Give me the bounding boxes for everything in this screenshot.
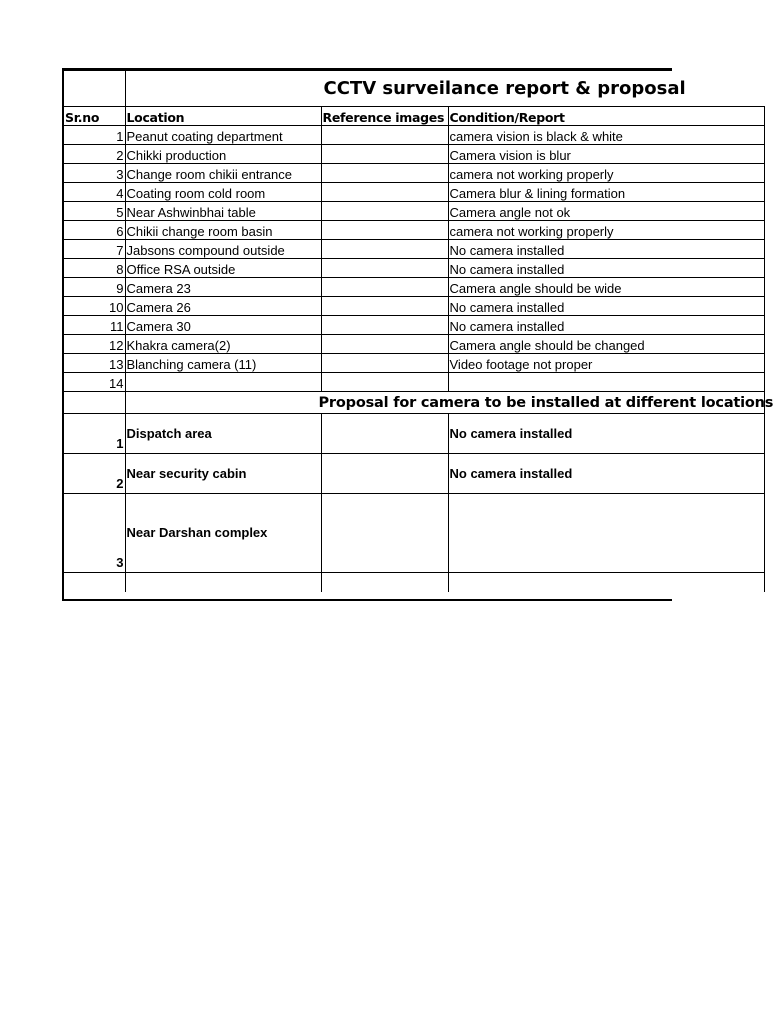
row-condition: No camera installed bbox=[448, 316, 764, 335]
proposal-sr-no: 1 bbox=[64, 414, 125, 454]
row-location: Near Ashwinbhai table bbox=[125, 202, 321, 221]
table-row bbox=[64, 373, 764, 392]
proposal-row bbox=[64, 454, 764, 494]
row-reference-image bbox=[321, 202, 448, 221]
table-row bbox=[64, 126, 764, 145]
empty-cell bbox=[448, 573, 764, 593]
row-reference-image bbox=[321, 297, 448, 316]
row-sr-no: 9 bbox=[64, 278, 125, 297]
proposal-row bbox=[64, 494, 764, 573]
proposal-sr-no: 3 bbox=[64, 494, 125, 573]
proposal-reference-image bbox=[321, 494, 448, 573]
row-reference-image bbox=[321, 183, 448, 202]
proposal-condition bbox=[448, 494, 764, 573]
row-sr-no: 2 bbox=[64, 145, 125, 164]
row-sr-no: 10 bbox=[64, 297, 125, 316]
row-location: Blanching camera (11) bbox=[125, 354, 321, 373]
row-reference-image bbox=[321, 373, 448, 392]
row-location: Change room chikii entrance bbox=[125, 164, 321, 183]
row-condition: Video footage not proper bbox=[448, 354, 764, 373]
row-sr-no: 6 bbox=[64, 221, 125, 240]
row-sr-no: 1 bbox=[64, 126, 125, 145]
row-location: Camera 30 bbox=[125, 316, 321, 335]
row-location bbox=[125, 373, 321, 392]
row-sr-no: 4 bbox=[64, 183, 125, 202]
row-reference-image bbox=[321, 145, 448, 164]
row-sr-no: 5 bbox=[64, 202, 125, 221]
row-condition: No camera installed bbox=[448, 259, 764, 278]
row-location: Camera 23 bbox=[125, 278, 321, 297]
proposal-title-row bbox=[64, 392, 764, 414]
row-sr-no: 3 bbox=[64, 164, 125, 183]
row-location: Coating room cold room bbox=[125, 183, 321, 202]
empty-cell bbox=[321, 573, 448, 593]
row-location: Chikii change room basin bbox=[125, 221, 321, 240]
proposal-row bbox=[64, 414, 764, 454]
row-location: Jabsons compound outside bbox=[125, 240, 321, 259]
report-title: CCTV surveilance report & proposal bbox=[125, 71, 764, 107]
table-row bbox=[64, 316, 764, 335]
proposal-title-spacer bbox=[64, 392, 125, 414]
proposal-condition: No camera installed bbox=[448, 414, 764, 454]
row-condition: Camera blur & lining formation bbox=[448, 183, 764, 202]
row-reference-image bbox=[321, 221, 448, 240]
row-location: Peanut coating department bbox=[125, 126, 321, 145]
table-row bbox=[64, 259, 764, 278]
row-reference-image bbox=[321, 278, 448, 297]
row-reference-image bbox=[321, 126, 448, 145]
row-location: Khakra camera(2) bbox=[125, 335, 321, 354]
empty-cell bbox=[125, 573, 321, 593]
proposal-sr-no: 2 bbox=[64, 454, 125, 494]
table-row bbox=[64, 164, 764, 183]
header-reference-images: Reference images bbox=[321, 107, 448, 126]
row-condition: Camera angle not ok bbox=[448, 202, 764, 221]
row-reference-image bbox=[321, 354, 448, 373]
table-row bbox=[64, 202, 764, 221]
table-row bbox=[64, 145, 764, 164]
proposal-title: Proposal for camera to be installed at different locations bbox=[125, 392, 764, 414]
row-reference-image bbox=[321, 164, 448, 183]
title-row bbox=[64, 71, 764, 107]
row-reference-image bbox=[321, 259, 448, 278]
report-sheet bbox=[62, 68, 773, 601]
row-condition: Camera angle should be wide bbox=[448, 278, 764, 297]
table-row bbox=[64, 278, 764, 297]
row-sr-no: 11 bbox=[64, 316, 125, 335]
header-location: Location bbox=[125, 107, 321, 126]
proposal-location: Near Darshan complex bbox=[125, 494, 321, 573]
table-row bbox=[64, 240, 764, 259]
proposal-location: Dispatch area bbox=[125, 414, 321, 454]
header-sr-no: Sr.no bbox=[64, 107, 125, 126]
row-location: Office RSA outside bbox=[125, 259, 321, 278]
row-condition: No camera installed bbox=[448, 240, 764, 259]
row-location: Chikki production bbox=[125, 145, 321, 164]
empty-cell bbox=[64, 573, 125, 593]
table-row bbox=[64, 297, 764, 316]
proposal-condition: No camera installed bbox=[448, 454, 764, 494]
row-sr-no: 7 bbox=[64, 240, 125, 259]
row-sr-no: 12 bbox=[64, 335, 125, 354]
row-condition: Camera angle should be changed bbox=[448, 335, 764, 354]
row-location: Camera 26 bbox=[125, 297, 321, 316]
row-reference-image bbox=[321, 335, 448, 354]
row-sr-no: 14 bbox=[64, 373, 125, 392]
row-condition: No camera installed bbox=[448, 297, 764, 316]
row-condition: Camera vision is blur bbox=[448, 145, 764, 164]
row-reference-image bbox=[321, 316, 448, 335]
row-condition: camera vision is black & white bbox=[448, 126, 764, 145]
proposal-reference-image bbox=[321, 414, 448, 454]
header-row bbox=[64, 107, 764, 126]
header-condition: Condition/Report bbox=[448, 107, 764, 126]
proposal-reference-image bbox=[321, 454, 448, 494]
report-table bbox=[64, 71, 773, 592]
row-sr-no: 8 bbox=[64, 259, 125, 278]
table-row bbox=[64, 183, 764, 202]
table-row bbox=[64, 354, 764, 373]
empty-row bbox=[64, 573, 764, 593]
row-condition: camera not working properly bbox=[448, 221, 764, 240]
title-spacer bbox=[64, 71, 125, 107]
table-row bbox=[64, 221, 764, 240]
row-condition: camera not working properly bbox=[448, 164, 764, 183]
row-condition bbox=[448, 373, 764, 392]
row-reference-image bbox=[321, 240, 448, 259]
table-row bbox=[64, 335, 764, 354]
proposal-location: Near security cabin bbox=[125, 454, 321, 494]
row-sr-no: 13 bbox=[64, 354, 125, 373]
